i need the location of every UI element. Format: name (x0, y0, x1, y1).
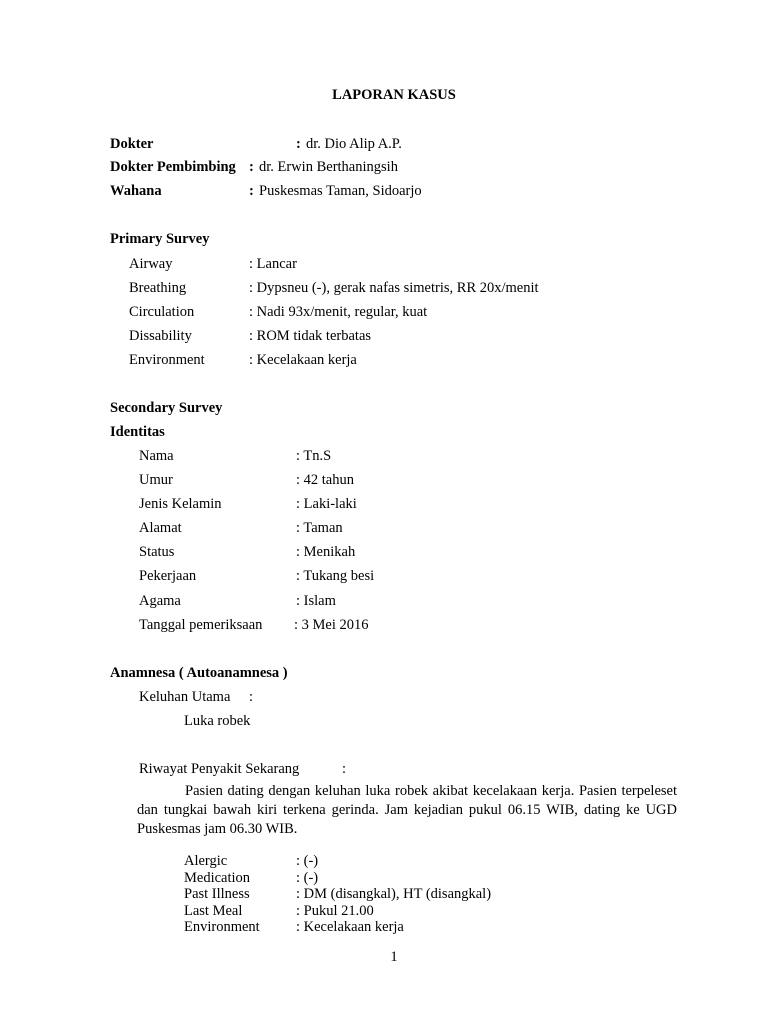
last-meal-label: Last Meal (184, 903, 243, 919)
riwayat-text: Pasien dating dengan keluhan luka robek akibat kecelakaan kerja. Pasien terpeleset dan tungkai bawah kiri terkena gerinda. Jam kejadian pukul 06.15 WIB, dating ke UGD Puskesmas jam 06.30 WIB. (137, 783, 677, 837)
umur-value: : 42 tahun (296, 472, 354, 488)
agama-value: : Islam (296, 593, 336, 609)
past-illness-value: : DM (disangkal), HT (disangkal) (296, 886, 492, 902)
supervisor-label: Dokter Pembimbing (110, 159, 236, 175)
nama-value: : Tn.S (296, 448, 332, 464)
circulation-label: Circulation (129, 304, 195, 320)
wahana-value: Puskesmas Taman, Sidoarjo (259, 183, 422, 199)
last-meal-value: : Pukul 21.00 (296, 903, 374, 919)
dissability-value: : ROM tidak terbatas (249, 328, 372, 344)
nama-label: Nama (139, 448, 174, 464)
riwayat-separator: : (342, 761, 347, 777)
supervisor-value: dr. Erwin Berthaningsih (259, 159, 398, 175)
sample-environment-value: : Kecelakaan kerja (296, 919, 404, 935)
doctor-value: dr. Dio Alip A.P. (306, 136, 402, 152)
document-title: LAPORAN KASUS (332, 87, 456, 103)
alergic-label: Alergic (184, 853, 228, 869)
secondary-survey-heading: Secondary Survey (110, 400, 223, 416)
page-number: 1 (390, 949, 398, 965)
agama-label: Agama (139, 593, 181, 609)
identitas-heading: Identitas (110, 424, 165, 440)
airway-label: Airway (129, 256, 173, 272)
supervisor-separator: : (249, 159, 254, 175)
primary-survey-heading: Primary Survey (110, 231, 210, 247)
keluhan-utama-value: Luka robek (184, 713, 251, 729)
status-label: Status (139, 544, 175, 560)
umur-label: Umur (139, 472, 173, 488)
riwayat-paragraph (137, 782, 677, 839)
tanggal-label: Tanggal pemeriksaan (139, 617, 263, 633)
breathing-label: Breathing (129, 280, 187, 296)
riwayat-label: Riwayat Penyakit Sekarang (139, 761, 300, 777)
medication-value: : (-) (296, 870, 319, 886)
wahana-separator: : (249, 183, 254, 199)
keluhan-utama-label: Keluhan Utama (139, 689, 231, 705)
circulation-value: : Nadi 93x/menit, regular, kuat (249, 304, 428, 320)
airway-value: : Lancar (249, 256, 297, 272)
anamnesa-heading: Anamnesa ( Autoanamnesa ) (110, 665, 288, 681)
wahana-label: Wahana (110, 183, 162, 199)
dissability-label: Dissability (129, 328, 192, 344)
alamat-value: : Taman (296, 520, 343, 536)
jenis-kelamin-label: Jenis Kelamin (139, 496, 222, 512)
sample-environment-label: Environment (184, 919, 260, 935)
pekerjaan-value: : Tukang besi (296, 568, 375, 584)
keluhan-utama-separator: : (249, 689, 254, 705)
status-value: : Menikah (296, 544, 356, 560)
past-illness-label: Past Illness (184, 886, 250, 902)
alamat-label: Alamat (139, 520, 182, 536)
doctor-label: Dokter (110, 136, 154, 152)
pekerjaan-label: Pekerjaan (139, 568, 197, 584)
jenis-kelamin-value: : Laki-laki (296, 496, 357, 512)
environment-label: Environment (129, 352, 205, 368)
breathing-value: : Dypsneu (-), gerak nafas simetris, RR 20x/menit (249, 280, 539, 296)
tanggal-value: : 3 Mei 2016 (294, 617, 369, 633)
environment-value: : Kecelakaan kerja (249, 352, 357, 368)
alergic-value: : (-) (296, 853, 319, 869)
doctor-separator: : (296, 136, 301, 152)
medication-label: Medication (184, 870, 251, 886)
